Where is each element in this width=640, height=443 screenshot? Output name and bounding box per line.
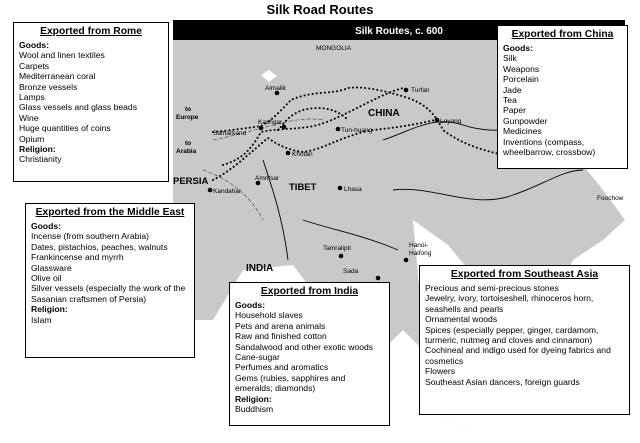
rome-goods-list [19,50,163,144]
label-kashgar: Kashgar [258,119,283,126]
list-item: Paper [503,105,526,116]
list-item: Jewelry, ivory, tortoiseshell, rhinoceros horn, seashells and pearls [425,293,594,314]
label-to-europe-2: Europe [176,114,199,121]
list-item: Sandalwood and other exotic woods [235,341,374,352]
list-item: Wool and linen textiles [19,50,105,61]
china-goods-label: Goods: [503,43,534,53]
label-tamralipti: Tamralipti [323,245,351,252]
label-sada: Sada [343,268,359,275]
list-item: Weapons [503,63,540,74]
label-to-europe-1: to [185,106,192,113]
china-heading: Exported from China [511,29,614,40]
list-item: Incense (from southern Arabia) [31,231,149,242]
list-item: Olive oil [31,273,62,284]
label-tibet: TIBET [289,182,317,193]
india-religion: Buddhism [235,404,274,415]
china-goods-list [503,53,622,157]
label-amritsar: Amritsar [255,175,280,182]
label-tun-huang: Tun-huang [341,127,373,134]
list-item: Household slaves [235,310,303,321]
list-item: Frankincense and myrrh [31,252,124,263]
list-item: Glass vessels and glass beads [19,102,137,113]
list-item: Silver vessels (especially the work of the Sasanian craftsmen of Persia) [31,283,186,304]
list-item: Ornamental woods [425,314,498,325]
india-religion-label: Religion: [235,393,272,404]
label-loyang: Loyang [440,118,462,125]
list-item: Perfumes and aromatics [235,362,329,373]
india-exports-box [229,282,390,426]
middle-east-goods-label: Goods: [31,221,62,231]
label-almalik: Almalik [265,85,286,92]
list-item: Southeast Asian dancers, foreign guards [425,376,580,387]
list-item: Huge quantities of coins [19,123,111,134]
list-item: Porcelain [503,74,539,85]
india-goods-list [235,310,384,393]
label-china: CHINA [368,108,400,119]
rome-religion-label: Religion: [19,144,56,155]
label-hanoi-2: Haifong [409,250,432,257]
label-to-arabia-2: Arabia [176,148,197,155]
list-item: Cochineal and indigo used for dyeing fabrics and cosmetics [425,345,611,366]
list-item: Cane-sugar [235,352,280,363]
label-kandahar: Kandahar [213,188,242,195]
label-persia: PERSIA [173,176,209,187]
label-turfan: Turfan [411,87,430,94]
middle-east-goods-list [31,231,189,304]
list-item: Gems (rubies, sapphires and emeralds; diamonds) [235,372,346,394]
middle-east-heading: Exported from the Middle East [35,207,185,218]
list-item: Silk [503,53,517,64]
list-item: Inventions (compass, wheelbarrow, crossbow) [503,136,596,158]
middle-east-exports-box [25,203,195,358]
southeast-asia-exports-box [419,265,630,415]
list-item: Flowers [425,366,456,377]
list-item: Glassware [31,262,72,273]
page-title: Silk Road Routes [266,2,374,17]
map-header: Silk Routes, c. 600 [355,26,443,37]
middle-east-religion-label: Religion: [31,304,68,315]
list-item: Dates, pistachios, peaches, walnuts [31,241,168,252]
list-item: Opium [19,133,45,144]
lake-balkhash [261,70,277,82]
label-india: INDIA [246,263,274,274]
label-mongolia: MONGOLIA [316,45,352,52]
southeast-asia-heading: Exported from Southeast Asia [450,269,599,280]
list-item: Precious and semi-precious stones [425,283,559,293]
list-item: Tea [503,95,517,106]
list-item: Mediterranean coral [19,71,96,82]
india-heading: Exported from India [260,286,359,297]
list-item: Jade [503,84,522,95]
list-item: Lamps [19,92,45,103]
list-item: Raw and finished cotton [235,331,327,342]
list-item: Spices (especially pepper, ginger, cardamom, turmeric, nutmeg and cloves and cinnamon) [425,324,599,346]
india-goods-label: Goods: [235,300,266,310]
list-item: Gunpowder [503,115,548,126]
label-to-arabia-1: to [185,140,192,147]
label-hanoi-1: Hanoi- [409,242,429,249]
label-khotan: Khotan [292,151,313,158]
rome-religion: Christianity [19,154,62,165]
list-item: Medicines [503,126,542,137]
label-samarkand: Samarkand [213,130,247,137]
list-item: Pets and arena animals [235,320,326,331]
rome-heading: Exported from Rome [40,26,142,37]
southeast-asia-goods-list [425,283,624,387]
rome-exports-box [13,22,169,182]
label-lhasa: Lhasa [344,186,362,193]
list-item: Carpets [19,60,50,71]
china-exports-box [497,25,628,169]
list-item: Wine [19,112,39,123]
river-yangtze [393,170,583,200]
rome-goods-label: Goods: [19,40,50,50]
label-foochow: Foochow [597,195,624,202]
middle-east-religion: Islam [31,314,52,325]
list-item: Bronze vessels [19,81,78,92]
